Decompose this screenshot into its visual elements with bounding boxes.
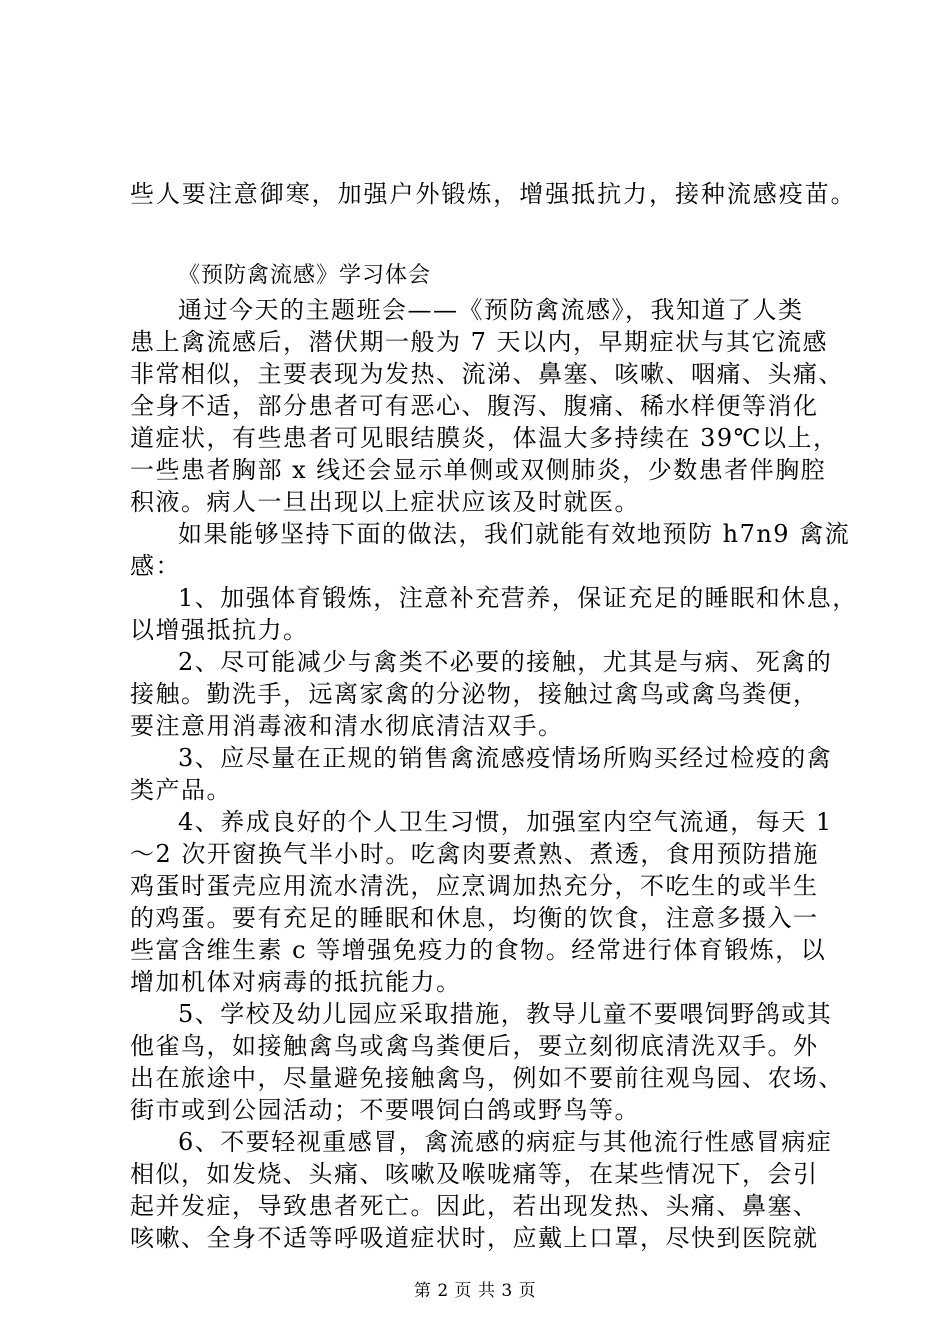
text-line: 他雀鸟，如接触禽鸟或禽鸟粪便后，要立刻彻底清洗双手。外 <box>130 1032 819 1060</box>
text-line: 街市或到公园活动；不要喂饲白鸽或野鸟等。 <box>130 1096 640 1124</box>
text-line: 道症状，有些患者可见眼结膜炎，体温大多持续在 39℃以上， <box>130 424 839 452</box>
section-title: 《预防禽流感》学习体会 <box>178 263 432 288</box>
text-line: 咳嗽、全身不适等呼吸道症状时，应戴上口罩，尽快到医院就 <box>130 1224 819 1252</box>
text-line: 6、不要轻视重感冒，禽流感的病症与其他流行性感冒病症 <box>178 1128 833 1156</box>
text-line: 出在旅途中，尽量避免接触禽鸟，例如不要前往观鸟园、农场、 <box>130 1064 844 1092</box>
text-line: 起并发症，导致患者死亡。因此，若出现发热、头痛、鼻塞、 <box>130 1192 819 1220</box>
text-line: 通过今天的主题班会——《预防禽流感》，我知道了人类 <box>178 296 804 324</box>
text-line: ～2 次开窗换气半小时。吃禽肉要煮熟、煮透，食用预防措施 <box>130 840 819 868</box>
text-line: 接触。勤洗手，远离家禽的分泌物，接触过禽鸟或禽鸟粪便， <box>130 680 819 708</box>
text-line: 积液。病人一旦出现以上症状应该及时就医。 <box>130 488 640 516</box>
text-line: 全身不适，部分患者可有恶心、腹泻、腹痛、稀水样便等消化 <box>130 392 819 420</box>
text-line: 如果能够坚持下面的做法，我们就能有效地预防 h7n9 禽流 <box>178 520 851 548</box>
text-line: 2、尽可能减少与禽类不必要的接触，尤其是与病、死禽的 <box>178 648 833 676</box>
text-line: 的鸡蛋。要有充足的睡眠和休息，均衡的饮食，注意多摄入一 <box>130 904 819 932</box>
text-line: 以增强抵抗力。 <box>130 616 309 644</box>
text-line: 1、加强体育锻炼，注意补充营养，保证充足的睡眠和休息， <box>178 584 858 612</box>
text-line: 3、应尽量在正规的销售禽流感疫情场所购买经过检疫的禽 <box>178 744 833 772</box>
text-line: 非常相似，主要表现为发热、流涕、鼻塞、咳嗽、咽痛、头痛、 <box>130 360 844 388</box>
text-line: 鸡蛋时蛋壳应用流水清洗，应烹调加热充分，不吃生的或半生 <box>130 872 819 900</box>
page-number-footer: 第 2 页 共 3 页 <box>413 1281 537 1301</box>
text-line: 些人要注意御寒，加强户外锻炼，增强抵抗力，接种流感疫苗。 <box>130 180 857 208</box>
text-line: 一些患者胸部 x 线还会显示单侧或双侧肺炎，少数患者伴胸腔 <box>130 456 827 484</box>
text-line: 感： <box>130 552 181 580</box>
text-line: 4、养成良好的个人卫生习惯，加强室内空气流通，每天 1 <box>178 808 833 836</box>
text-line: 类产品。 <box>130 776 232 804</box>
text-line: 患上禽流感后，潜伏期一般为 7 天以内，早期症状与其它流感 <box>130 328 829 356</box>
text-line: 些富含维生素 c 等增强免疫力的食物。经常进行体育锻炼，以 <box>130 936 827 964</box>
text-line: 增加机体对病毒的抵抗能力。 <box>130 968 462 996</box>
text-line: 相似，如发烧、头痛、咳嗽及喉咙痛等，在某些情况下，会引 <box>130 1160 819 1188</box>
text-line: 要注意用消毒液和清水彻底清洁双手。 <box>130 712 564 740</box>
text-line: 5、学校及幼儿园应采取措施，教导儿童不要喂饲野鸽或其 <box>178 1000 833 1028</box>
